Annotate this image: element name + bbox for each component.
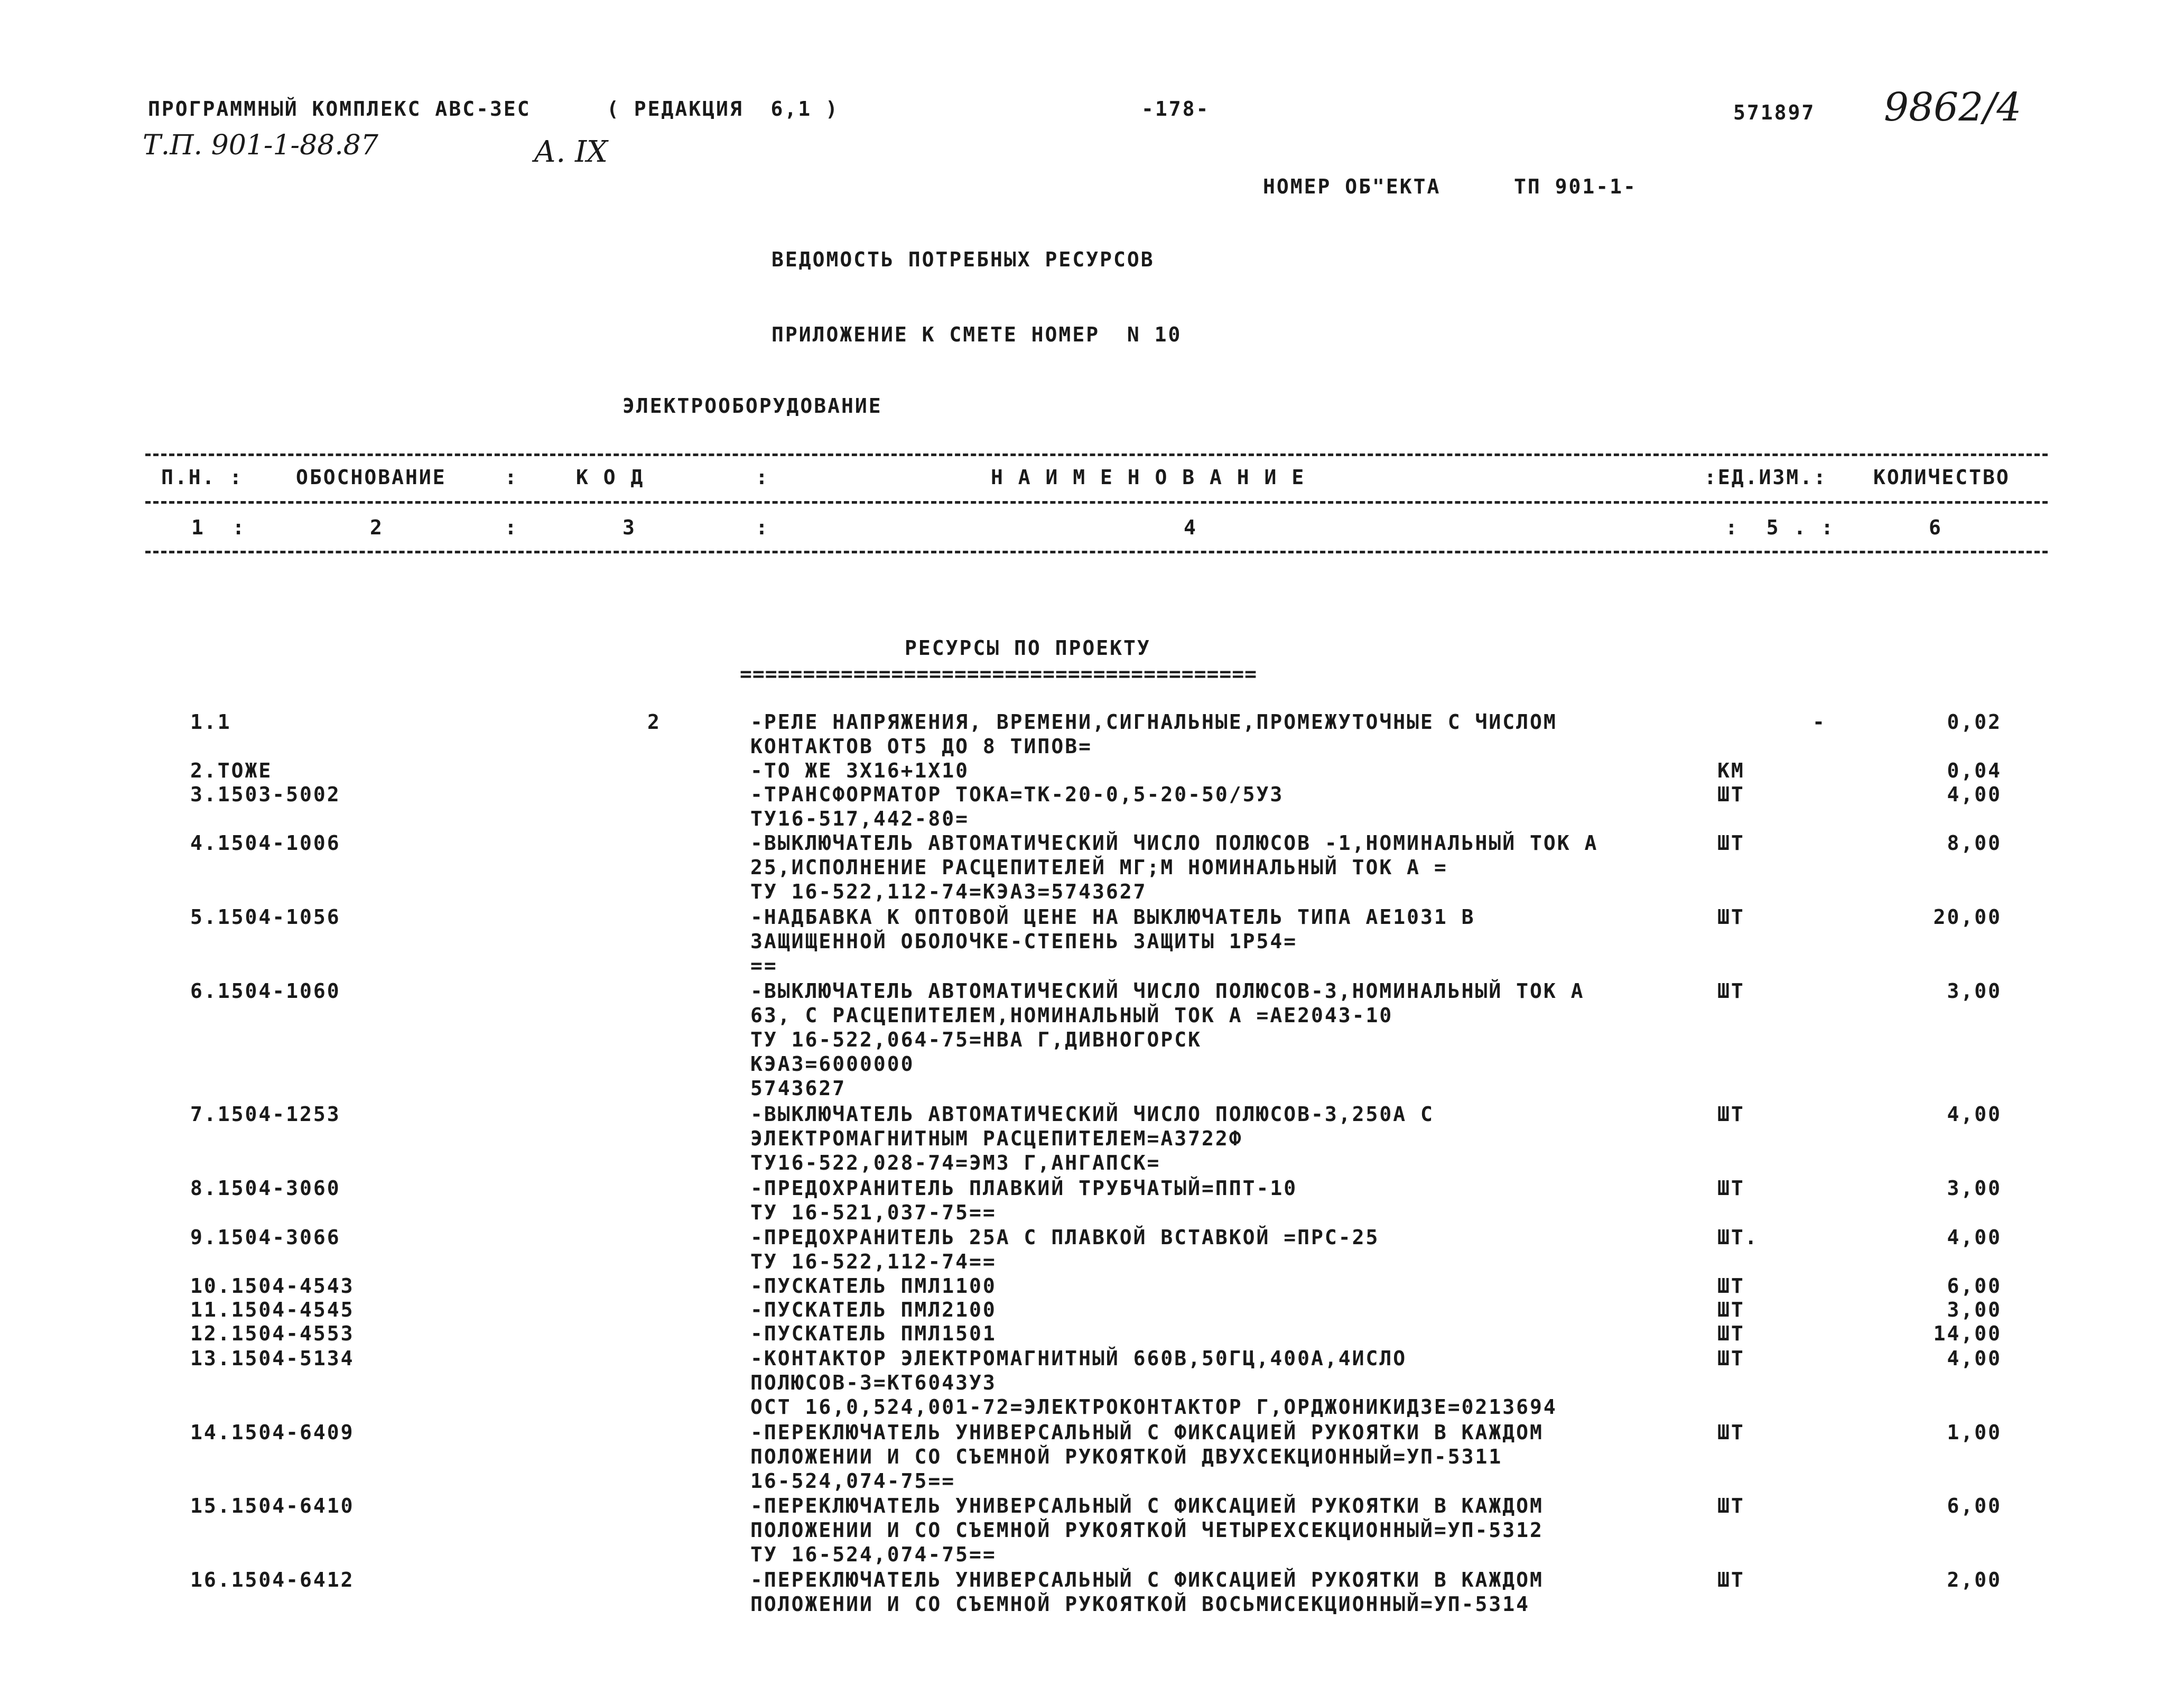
row-description-line: -ТО ЖЕ 3Х16+1Х10 — [750, 759, 970, 782]
column-index-6: 6 — [1929, 516, 1943, 539]
row-description — [750, 1420, 1544, 1493]
row-description-line: -ПУСКАТЕЛЬ ПМЛ1100 — [750, 1274, 997, 1298]
row-number-basis: 15.1504-6410 — [190, 1494, 355, 1517]
table-bottom-rule — [145, 551, 2048, 553]
row-description-line: ПОЛОЖЕНИИ И СО СЪЕМНОЙ РУКОЯТКОЙ ЧЕТЫРЕХСЕКЦИОННЫЙ=УП-5312 — [750, 1519, 1544, 1542]
row-unit: ШТ — [1717, 1421, 1745, 1444]
row-quantity: 6,00 — [1947, 1274, 2002, 1298]
row-description-line: ПОЛЮСОВ-3=КТ6043У3 — [750, 1371, 997, 1394]
row-number-basis: 5.1504-1056 — [190, 905, 341, 929]
column-separator: : — [505, 516, 518, 539]
row-description-line: -ПЕРЕКЛЮЧАТЕЛЬ УНИВЕРСАЛЬНЫЙ С ФИКСАЦИЕЙ РУКОЯТКИ В КАЖДОМ — [750, 1568, 1544, 1591]
row-unit: ШТ — [1717, 1568, 1745, 1591]
row-unit: ШТ. — [1717, 1226, 1759, 1249]
row-number-basis: 6.1504-1060 — [190, 979, 341, 1003]
row-quantity: 0,02 — [1947, 710, 2002, 734]
row-description — [750, 710, 1557, 758]
row-description-line: ТУ 16-524,074-75== — [750, 1543, 997, 1566]
row-description-line: ТУ16-517,442-80= — [750, 807, 970, 830]
row-description — [750, 1494, 1544, 1567]
row-unit: ШТ — [1717, 1347, 1745, 1370]
row-description — [750, 1102, 1434, 1175]
header-col-basis: ОБОСНОВАНИЕ — [296, 466, 447, 489]
row-quantity: 0,04 — [1947, 759, 2002, 782]
row-number-basis: 1.1 — [190, 710, 231, 734]
row-description-line: -ТРАНСФОРМАТОР ТОКА=ТК-20-0,5-20-50/5У3 — [750, 783, 1284, 806]
row-unit: ШТ — [1717, 1298, 1745, 1321]
section-title: ЭЛЕКТРООБОРУДОВАНИЕ — [622, 394, 882, 418]
row-description — [750, 782, 1284, 831]
row-description — [750, 979, 1585, 1100]
row-description-line: == — [750, 954, 778, 977]
column-index-1: 1 : — [191, 516, 246, 539]
row-number-basis: 8.1504-3060 — [190, 1177, 341, 1200]
appendix-title: ПРИЛОЖЕНИЕ К СМЕТЕ НОМЕР N 10 — [772, 323, 1182, 346]
row-description — [750, 831, 1598, 904]
row-number-basis: 9.1504-3066 — [190, 1226, 341, 1249]
resources-title-underline: ========================================= — [740, 662, 1257, 686]
row-number-basis: 14.1504-6409 — [190, 1421, 355, 1444]
row-unit: ШТ — [1717, 783, 1745, 806]
row-quantity: 14,00 — [1933, 1322, 2002, 1345]
row-description-line: ТУ 16-522,064-75=НВА Г,ДИВНОГОРСК — [750, 1028, 1202, 1051]
handwritten-reference: 9862/4 — [1884, 85, 2022, 130]
column-index-4: 4 — [1184, 516, 1197, 539]
row-quantity: 3,00 — [1947, 1298, 2002, 1321]
row-number-basis: 11.1504-4545 — [190, 1298, 355, 1321]
row-number-basis: 2.ТОЖЕ — [190, 759, 273, 782]
column-index-2: 2 — [370, 516, 384, 539]
row-description-line: -ВЫКЛЮЧАТЕЛЬ АВТОМАТИЧЕСКИЙ ЧИСЛО ПОЛЮСОВ-3,250А С — [750, 1103, 1434, 1126]
handwritten-project-number: Т.П. 901-1-88.87 — [143, 129, 378, 161]
row-unit: ШТ — [1717, 905, 1745, 929]
row-quantity: 2,00 — [1947, 1568, 2002, 1591]
header-col-number: П.Н. : — [161, 466, 244, 489]
row-number-basis: 3.1503-5002 — [190, 783, 341, 806]
header-separator: : — [756, 466, 769, 489]
row-description-line: -ВЫКЛЮЧАТЕЛЬ АВТОМАТИЧЕСКИЙ ЧИСЛО ПОЛЮСОВ -1,НОМИНАЛЬНЫЙ ТОК А — [750, 831, 1598, 855]
row-quantity: 4,00 — [1947, 783, 2002, 806]
row-description-line: ТУ 16-521,037-75== — [750, 1201, 997, 1224]
row-description-line: -ПУСКАТЕЛЬ ПМЛ1501 — [750, 1322, 997, 1345]
row-description-line: ТУ 16-522,112-74=КЭАЗ=5743627 — [750, 880, 1147, 903]
row-number-basis: 13.1504-5134 — [190, 1347, 355, 1370]
row-number-basis: 12.1504-4553 — [190, 1322, 355, 1345]
row-description-line: -ПУСКАТЕЛЬ ПМЛ2100 — [750, 1298, 997, 1321]
table-top-rule — [145, 453, 2048, 456]
row-description-line: -ПРЕДОХРАНИТЕЛЬ ПЛАВКИЙ ТРУБЧАТЫЙ=ППТ-10 — [750, 1177, 1298, 1200]
row-unit: ШТ — [1717, 831, 1745, 855]
row-description-line: 63, С РАСЦЕПИТЕЛЕМ,НОМИНАЛЬНЫЙ ТОК А =АЕ2043-10 — [750, 1004, 1393, 1027]
row-description-line: -ВЫКЛЮЧАТЕЛЬ АВТОМАТИЧЕСКИЙ ЧИСЛО ПОЛЮСОВ-3,НОМИНАЛЬНЫЙ ТОК А — [750, 979, 1585, 1003]
row-code: 2 — [647, 710, 661, 734]
edition-label: ( РЕДАКЦИЯ 6,1 ) — [607, 97, 839, 121]
row-unit: ШТ — [1717, 1322, 1745, 1345]
row-description-line: ОСТ 16,0,524,001-72=ЭЛЕКТРОКОНТАКТОР Г,ОРДЖОНИКИДЗЕ=0213694 — [750, 1395, 1557, 1419]
row-description — [750, 1225, 1379, 1274]
row-quantity: 20,00 — [1933, 905, 2002, 929]
row-number-basis: 16.1504-6412 — [190, 1568, 355, 1591]
row-quantity: 6,00 — [1947, 1494, 2002, 1517]
row-unit: ШТ — [1717, 1494, 1745, 1517]
row-description-line: ТУ 16-522,112-74== — [750, 1250, 997, 1273]
header-col-quantity: КОЛИЧЕСТВО — [1873, 466, 2010, 489]
row-description — [750, 758, 969, 783]
column-separator: : — [756, 516, 769, 539]
page-number: -178- — [1141, 97, 1210, 121]
row-quantity: 3,00 — [1947, 1177, 2002, 1200]
program-name: ПРОГРАММНЫЙ КОМПЛЕКС АВС-3ЕС — [148, 97, 531, 121]
row-description-line: ЗАЩИЩЕННОЙ ОБОЛОЧКЕ-СТЕПЕНЬ ЗАЩИТЫ 1Р54= — [750, 930, 1298, 953]
row-unit: ШТ — [1717, 1177, 1745, 1200]
row-quantity: 3,00 — [1947, 979, 2002, 1003]
column-index-3: 3 — [622, 516, 636, 539]
row-description-line: ЭЛЕКТРОМАГНИТНЫМ РАСЦЕПИТЕЛЕМ=А3722Ф — [750, 1127, 1243, 1150]
row-description-line: ПОЛОЖЕНИИ И СО СЪЕМНОЙ РУКОЯТКОЙ ВОСЬМИСЕКЦИОННЫЙ=УП-5314 — [750, 1593, 1530, 1616]
object-label: НОМЕР ОБ"ЕКТА — [1263, 175, 1441, 198]
row-quantity: 4,00 — [1947, 1226, 2002, 1249]
row-description-line: -ПЕРЕКЛЮЧАТЕЛЬ УНИВЕРСАЛЬНЫЙ С ФИКСАЦИЕЙ РУКОЯТКИ В КАЖДОМ — [750, 1494, 1544, 1517]
row-number-basis: 7.1504-1253 — [190, 1103, 341, 1126]
row-description-line: КЭАЗ=6000000 — [750, 1052, 915, 1076]
resources-title: РЕСУРСЫ ПО ПРОЕКТУ — [905, 636, 1151, 660]
header-col-code: К О Д — [576, 466, 645, 489]
row-quantity: 4,00 — [1947, 1103, 2002, 1126]
row-unit: КМ — [1717, 759, 1745, 782]
row-quantity: 1,00 — [1947, 1421, 2002, 1444]
row-description — [750, 1176, 1297, 1225]
row-description-line: 5743627 — [750, 1077, 847, 1100]
column-index-5: : 5 . : — [1725, 516, 1835, 539]
row-quantity: 4,00 — [1947, 1347, 2002, 1370]
document-number: 571897 — [1733, 101, 1816, 124]
row-number-basis: 10.1504-4543 — [190, 1274, 355, 1298]
row-description — [750, 1568, 1544, 1616]
row-description — [750, 1274, 997, 1298]
row-unit: ШТ — [1717, 979, 1745, 1003]
row-description-line: -КОНТАКТОР ЭЛЕКТРОМАГНИТНЫЙ 660В,50ГЦ,400А,4ИСЛО — [750, 1347, 1407, 1370]
statement-title: ВЕДОМОСТЬ ПОТРЕБНЫХ РЕСУРСОВ — [772, 248, 1155, 271]
row-description — [750, 1298, 997, 1322]
row-number-basis: 4.1504-1006 — [190, 831, 341, 855]
row-description-line: ТУ16-522,028-74=ЭМЗ Г,АНГАПСК= — [750, 1151, 1161, 1174]
row-description-line: -НАДБАВКА К ОПТОВОЙ ЦЕНЕ НА ВЫКЛЮЧАТЕЛЬ ТИПА АЕ1031 В — [750, 905, 1475, 929]
row-description — [750, 1321, 997, 1346]
row-description-line: -ПЕРЕКЛЮЧАТЕЛЬ УНИВЕРСАЛЬНЫЙ С ФИКСАЦИЕЙ РУКОЯТКИ В КАЖДОМ — [750, 1421, 1544, 1444]
row-quantity: 8,00 — [1947, 831, 2002, 855]
row-unit: ШТ — [1717, 1274, 1745, 1298]
header-col-unit: :ЕД.ИЗМ.: — [1704, 466, 1827, 489]
header-col-name: Н А И М Е Н О В А Н И Е — [991, 466, 1306, 489]
row-description-line: КОНТАКТОВ ОТ5 ДО 8 ТИПОВ= — [750, 735, 1092, 758]
table-mid-rule — [145, 501, 2048, 504]
header-separator: : — [505, 466, 518, 489]
row-description — [750, 905, 1475, 978]
row-description-line: ПОЛОЖЕНИИ И СО СЪЕМНОЙ РУКОЯТКОЙ ДВУХСЕКЦИОННЫЙ=УП-5311 — [750, 1445, 1503, 1468]
row-unit: - — [1813, 710, 1826, 734]
row-description-line: -РЕЛЕ НАПРЯЖЕНИЯ, ВРЕМЕНИ,СИГНАЛЬНЫЕ,ПРОМЕЖУТОЧНЫЕ С ЧИСЛОМ — [750, 710, 1557, 734]
object-value: ТП 901-1- — [1514, 175, 1637, 198]
row-unit: ШТ — [1717, 1103, 1745, 1126]
row-description-line: -ПРЕДОХРАНИТЕЛЬ 25А С ПЛАВКОЙ ВСТАВКОЙ =ПРС-25 — [750, 1226, 1380, 1249]
row-description — [750, 1346, 1557, 1419]
row-description-line: 16-524,074-75== — [750, 1469, 956, 1493]
handwritten-album: А. IX — [534, 135, 608, 169]
row-description-line: 25,ИСПОЛНЕНИЕ РАСЦЕПИТЕЛЕЙ МГ;М НОМИНАЛЬНЫЙ ТОК А = — [750, 856, 1448, 879]
